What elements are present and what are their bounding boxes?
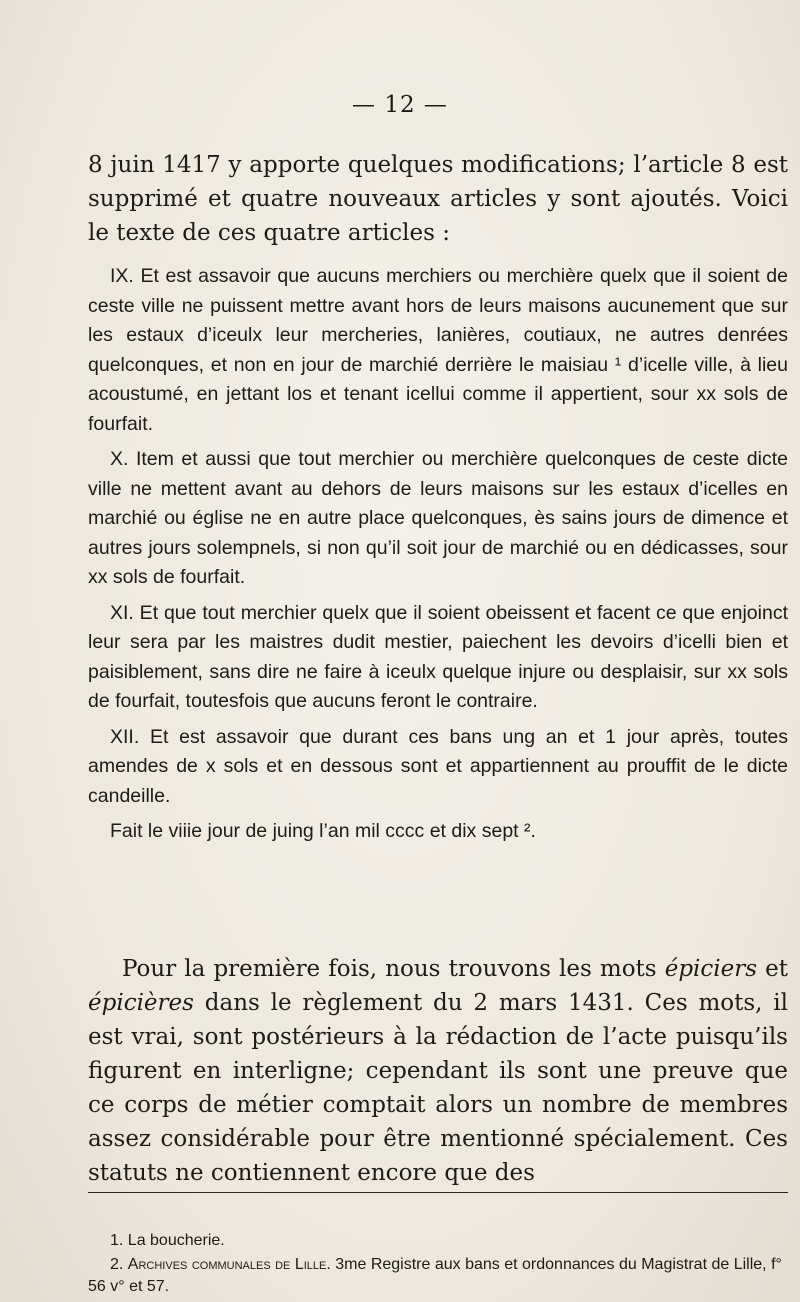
footnote-2-number: 2. <box>110 1256 128 1273</box>
commentary-part-2: et <box>757 956 788 982</box>
commentary-part-3: dans le règlement du 2 mars 1431. Ces mots, il est vrai, sont postérieurs à la rédaction de l’acte puisqu’ils figurent en interligne; cependant ils sont une preuve que ce corps de métier comptait alors un nombre de membres assez considérable pour être mentionné spécialement. Ces statuts ne contiennent encore que des <box>88 990 788 1186</box>
footnote-2 <box>88 1254 788 1298</box>
footnote-divider <box>88 1192 788 1193</box>
page-number: — 12 — <box>352 92 448 118</box>
article-date-line: Fait le viiie jour de juing l’an mil cccc et dix sept ². <box>110 820 536 842</box>
article-xii: XII. Et est assavoir que durant ces bans ung an et 1 jour après, toutes amendes de x sols et en dessous sont et appartiennent au prouffit de le dicte candeille. <box>88 725 788 807</box>
intro-text: 8 juin 1417 y apporte quelques modifications; l’article 8 est supprimé et quatre nouveaux articles y sont ajoutés. Voici le texte de ces quatre articles : <box>88 152 788 246</box>
intro-paragraph <box>88 148 788 250</box>
article-xi: XI. Et que tout merchier quelx que il soient obeissent et facent ce que enjoinct leur sera par les maistres dudit mestier, paiechent les devoirs d’icelli bien et paisiblement, sans dire ne faire à iceulx quelque injure ou desplaisir, sur xx sols de fourfait, toutesfois que aucuns feront le contraire. <box>88 601 788 712</box>
quoted-articles <box>88 262 788 847</box>
commentary-part-1: Pour la première fois, nous trouvons les mots <box>122 956 665 982</box>
footnote-2-source: Archives communales de Lille. <box>127 1256 331 1273</box>
article-x: X. Item et aussi que tout merchier ou merchière quelconques de ceste dicte ville ne mettent avant au dehors de leurs maisons sur les estaux d’icelles en marchié ou église ne en autre place quelconques, ès sains jours de dimence et autres jours solempnels, si non qu’il soit jour de marchié ou en dédicasses, sour xx sols de fourfait. <box>88 448 788 588</box>
footnote-2-detail: 3me Registre aux bans et ordonnances du Magistrat de Lille, f° 56 v° et 57. <box>88 1256 782 1295</box>
term-epicieres: épicières <box>88 990 194 1016</box>
commentary-paragraph <box>88 952 788 1190</box>
commentary-text <box>88 952 788 1190</box>
footnotes <box>88 1230 788 1300</box>
article-ix: IX. Et est assavoir que aucuns merchiers ou merchière quelx que il soient de ceste ville ne puissent mettre avant hors de leurs maisons aucunement que sur les estaux d’iceulx leur mercheries, lanières, coutiaux, ne autres denrées quelconques, et non en jour de marchié derrière le maisiau ¹ d’icelle ville, à lieu acoustumé, en jettant los et tenant icellui comme il appertient, sour xx sols de fourfait. <box>88 265 788 435</box>
term-epiciers: épiciers <box>664 956 758 982</box>
footnote-1: 1. La boucherie. <box>110 1232 225 1249</box>
